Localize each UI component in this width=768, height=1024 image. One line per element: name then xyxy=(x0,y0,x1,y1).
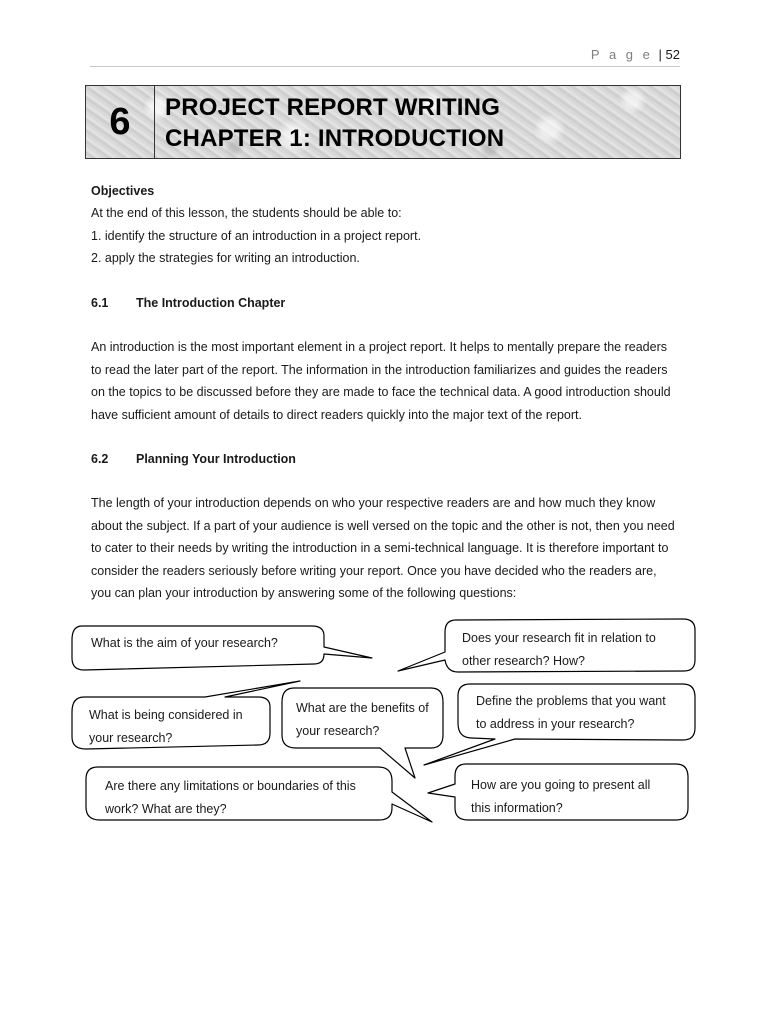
chapter-number: 6 xyxy=(86,86,155,158)
bubble-line: work? What are they? xyxy=(105,801,227,816)
paragraph-line: to cater to their needs by writing the introduction in a semi-technical language. It is therefore important to xyxy=(91,541,669,555)
paragraph-line: have sufficient amount of details to direct readers quickly into the major text of the report. xyxy=(91,407,582,422)
objectives-heading: Objectives xyxy=(91,184,155,198)
chapter-title-line-2: CHAPTER 1: INTRODUCTION xyxy=(165,125,505,152)
bubble-line: other research? How? xyxy=(462,653,585,668)
bubble-line: Does your research fit in relation to xyxy=(462,631,656,645)
bubble-line: What is the aim of your research? xyxy=(91,636,278,650)
bubble-text-benefits xyxy=(296,697,429,742)
bubble-line: your research? xyxy=(296,723,380,738)
section-title: Planning Your Introduction xyxy=(136,452,296,466)
paragraph-line: you can plan your introduction by answering some of the following questions: xyxy=(91,586,517,600)
paragraph-line: An introduction is the most important element in a project report. It helps to mentally prepare the readers xyxy=(91,340,667,354)
bubble-line: What are the benefits of xyxy=(296,701,429,715)
section-number: 6.1 xyxy=(91,296,109,310)
paragraph-line: consider the readers seriously before writing your report. Once you have decided who the readers are, xyxy=(91,563,657,578)
bubble-line: How are you going to present all xyxy=(471,778,651,792)
bubble-line: Define the problems that you want xyxy=(476,694,666,708)
bubble-line: What is being considered in xyxy=(89,708,243,722)
page-separator: | xyxy=(658,47,662,62)
paragraph-line: to read the later part of the report. The information in the introduction familiarizes and guides the readers xyxy=(91,362,668,377)
objective-item-2: 2. apply the strategies for writing an introduction. xyxy=(91,251,360,265)
bubble-text-present xyxy=(471,774,650,819)
objectives-intro: At the end of this lesson, the students should be able to: xyxy=(91,206,402,220)
bubble-text-problems xyxy=(476,690,666,735)
objective-item-1: 1. identify the structure of an introduction in a project report. xyxy=(91,229,422,243)
paragraph-line: about the subject. If a part of your audience is well versed on the topic and the other is not, then you need xyxy=(91,518,675,533)
paragraph-line: on the topics to be discussed before they are made to face the technical data. A good introduction should xyxy=(91,385,671,399)
section-title: The Introduction Chapter xyxy=(136,296,286,310)
page-number: 52 xyxy=(665,47,680,62)
bubble-text-fit xyxy=(462,627,656,672)
bubble-line: your research? xyxy=(89,730,173,745)
bubble-text-limitations xyxy=(105,775,356,820)
bubble-text-aim xyxy=(91,632,278,655)
paragraph-line: The length of your introduction depends on who your respective readers are and how much they know xyxy=(91,496,656,510)
section-number: 6.2 xyxy=(91,452,109,466)
chapter-title-line-1: PROJECT REPORT WRITING xyxy=(165,94,501,121)
bubble-line: Are there any limitations or boundaries of this xyxy=(105,779,356,793)
bubble-line: to address in your research? xyxy=(476,716,635,731)
page-word: P a g e xyxy=(590,47,653,62)
bubble-text-considered xyxy=(89,704,243,749)
bubble-line: this information? xyxy=(471,800,563,815)
